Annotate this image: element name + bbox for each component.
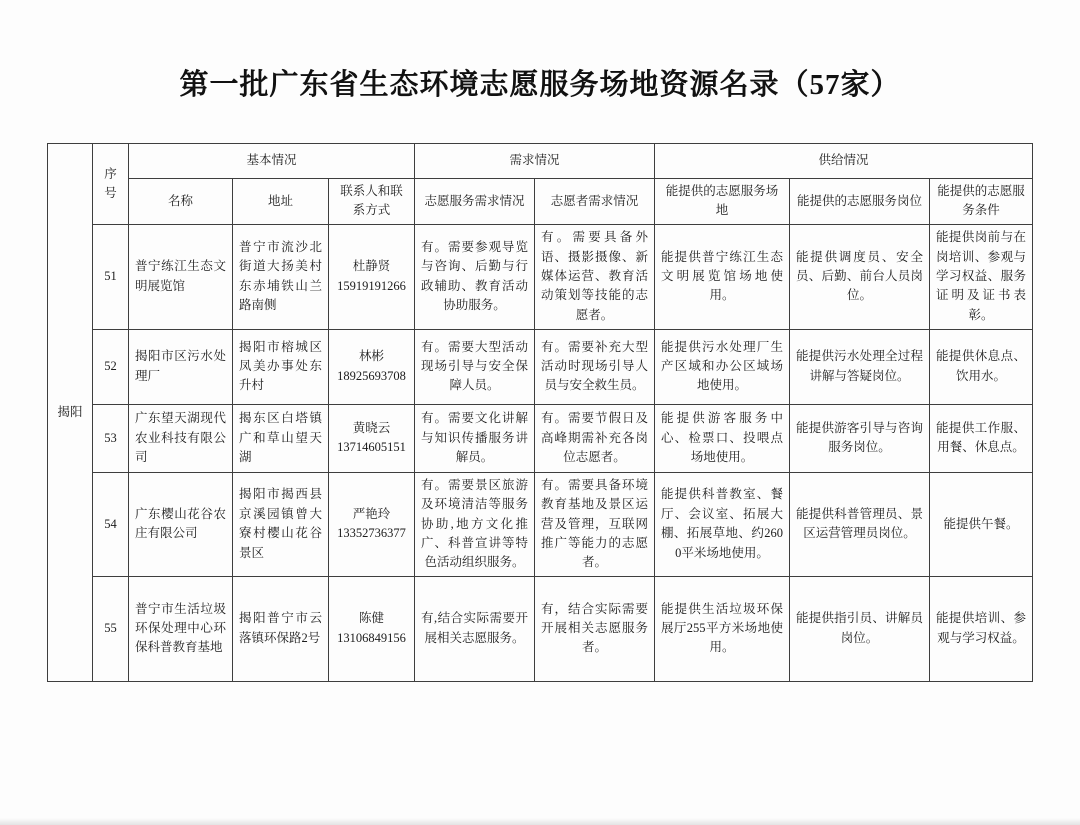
table-row [47, 576, 1032, 681]
contact-name: 林彬 [358, 349, 384, 364]
cell-conditions: 能提供培训、参观与学习权益。 [930, 576, 1033, 681]
contact-phone: 13714605151 [337, 440, 406, 455]
cell-volunteer-demand: 有。需要具备环境教育基地及景区运营及管理，互联网推广等能力的志愿者。 [534, 472, 654, 576]
cell-serial: 53 [92, 404, 128, 472]
cell-conditions: 能提供岗前与在岗培训、参观与学习权益、服务证明及证书表彰。 [930, 224, 1033, 329]
page-bottom-shadow [0, 818, 1080, 825]
group-header-demand: 需求情况 [414, 144, 654, 179]
contact-phone: 18925693708 [337, 368, 406, 383]
col-header-address: 地址 [232, 179, 328, 225]
contact-name: 陈健 [358, 611, 384, 626]
contact-name: 黄晓云 [352, 420, 391, 435]
cell-venue: 能提供污水处理厂生产区域和办公区域场地使用。 [655, 329, 790, 404]
cell-service-demand: 有,结合实际需要开展相关志愿服务。 [414, 576, 534, 681]
contact-phone: 15919191266 [337, 278, 406, 293]
cell-contact [328, 576, 414, 681]
cell-serial: 55 [92, 576, 128, 681]
col-header-venue: 能提供的志愿服务场地 [655, 179, 790, 225]
col-header-serial: 序号 [92, 144, 128, 225]
col-header-name: 名称 [128, 179, 232, 225]
cell-contact [328, 472, 414, 576]
cell-conditions: 能提供休息点、饮用水。 [930, 329, 1033, 404]
cell-positions: 能提供调度员、安全员、后勤、前台人员岗位。 [790, 224, 930, 329]
region-cell: 揭阳 [47, 144, 92, 682]
cell-address: 揭阳市榕城区凤美办事处东升村 [232, 329, 328, 404]
cell-service-demand: 有。需要大型活动现场引导与安全保障人员。 [414, 329, 534, 404]
col-header-contact: 联系人和联系方式 [328, 179, 414, 225]
cell-name: 广东望天湖现代农业科技有限公司 [128, 404, 232, 472]
cell-positions: 能提供科普管理员、景区运营管理员岗位。 [790, 472, 930, 576]
cell-service-demand: 有。需要文化讲解与知识传播服务讲解员。 [414, 404, 534, 472]
cell-contact [328, 224, 414, 329]
cell-positions: 能提供指引员、讲解员岗位。 [790, 576, 930, 681]
cell-conditions: 能提供午餐。 [930, 472, 1033, 576]
resource-table [47, 143, 1033, 682]
contact-phone: 13352736377 [337, 526, 406, 541]
col-header-conditions: 能提供的志愿服务条件 [930, 179, 1033, 225]
cell-venue: 能提供普宁练江生态文明展览馆场地使用。 [655, 224, 790, 329]
cell-serial: 51 [92, 224, 128, 329]
page-title: 第一批广东省生态环境志愿服务场地资源名录（57家） [179, 69, 901, 101]
cell-positions: 能提供游客引导与咨询服务岗位。 [790, 404, 930, 472]
cell-volunteer-demand: 有。需要补充大型活动时现场引导人员与安全救生员。 [534, 329, 654, 404]
cell-name: 普宁市生活垃圾环保处理中心环保科普教育基地 [128, 576, 232, 681]
cell-volunteer-demand: 有，结合实际需要开展相关志愿服务者。 [534, 576, 654, 681]
cell-service-demand: 有。需要景区旅游及环境清洁等服务协助,地方文化推广、科普宣讲等特色活动组织服务。 [414, 472, 534, 576]
cell-address: 揭阳市揭西县京溪园镇曾大寮村樱山花谷景区 [232, 472, 328, 576]
cell-service-demand: 有。需要参观导览与咨询、后勤与行政辅助、教育活动协助服务。 [414, 224, 534, 329]
cell-contact [328, 329, 414, 404]
cell-venue: 能提供游客服务中心、检票口、投喂点场地使用。 [655, 404, 790, 472]
table-row [47, 472, 1032, 576]
cell-volunteer-demand: 有。需要节假日及高峰期需补充各岗位志愿者。 [534, 404, 654, 472]
cell-name: 揭阳市区污水处理厂 [128, 329, 232, 404]
cell-address: 揭东区白塔镇广和草山望天湖 [232, 404, 328, 472]
cell-address: 普宁市流沙北街道大扬美村东赤埔铁山兰路南侧 [232, 224, 328, 329]
cell-venue: 能提供科普教室、餐厅、会议室、拓展大棚、拓展草地、约2600平米场地使用。 [655, 472, 790, 576]
cell-name: 普宁练江生态文明展览馆 [128, 224, 232, 329]
contact-name: 严艳玲 [352, 506, 391, 521]
col-header-volunteer-demand: 志愿者需求情况 [534, 179, 654, 225]
table-row [47, 404, 1032, 472]
contact-phone: 13106849156 [337, 630, 406, 645]
cell-serial: 52 [92, 329, 128, 404]
group-header-basic: 基本情况 [128, 144, 414, 179]
header-row-groups [47, 144, 1032, 179]
cell-contact [328, 404, 414, 472]
col-header-service-demand: 志愿服务需求情况 [414, 179, 534, 225]
table-row [47, 329, 1032, 404]
cell-serial: 54 [92, 472, 128, 576]
table-row [47, 224, 1032, 329]
header-row-columns [47, 179, 1032, 225]
contact-name: 杜静贤 [352, 259, 391, 274]
group-header-supply: 供给情况 [655, 144, 1033, 179]
cell-volunteer-demand: 有。需要具备外语、摄影摄像、新媒体运营、教育活动策划等技能的志愿者。 [534, 224, 654, 329]
cell-name: 广东樱山花谷农庄有限公司 [128, 472, 232, 576]
cell-address: 揭阳普宁市云落镇环保路2号 [232, 576, 328, 681]
cell-conditions: 能提供工作服、用餐、休息点。 [930, 404, 1033, 472]
cell-positions: 能提供污水处理全过程讲解与答疑岗位。 [790, 329, 930, 404]
col-header-positions: 能提供的志愿服务岗位 [790, 179, 930, 225]
cell-venue: 能提供生活垃圾环保展厅255平方米场地使用。 [655, 576, 790, 681]
